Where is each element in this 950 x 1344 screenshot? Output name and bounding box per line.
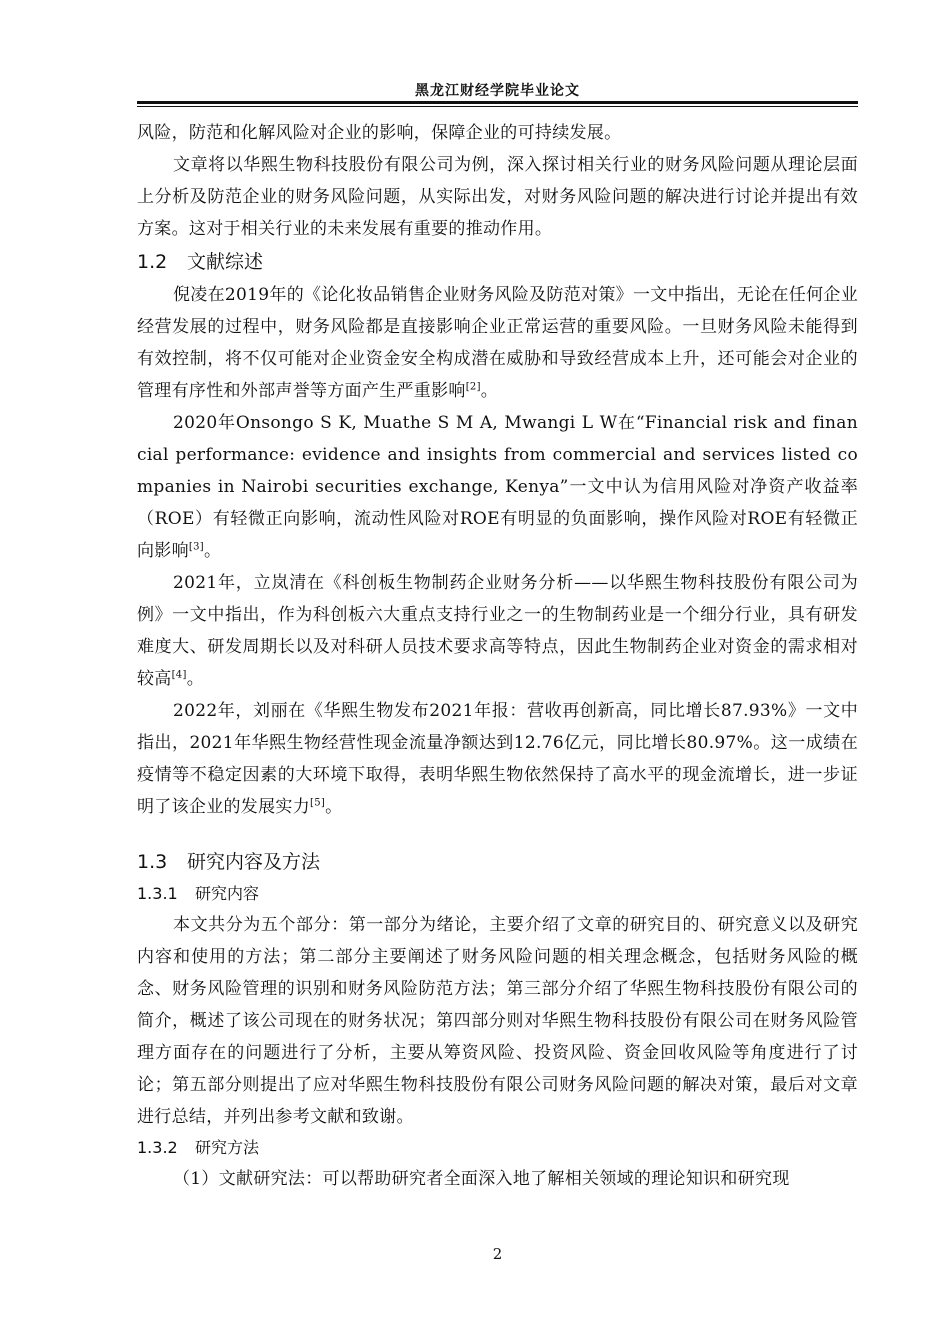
- paragraph-intro: 文章将以华熙生物科技股份有限公司为例，深入探讨相关行业的财务风险问题从理论层面上分析及防范企业的财务风险问题，从实际出发，对财务风险问题的解决进行讨论并提出有效方案。这对于相关行业的未来发展有重要的推动作用。: [137, 155, 858, 239]
- section-heading-1-3: [137, 845, 858, 879]
- paragraph-tail: 。: [186, 669, 204, 689]
- subsection-heading-1-3-1: [137, 879, 858, 909]
- section-heading-1-2: [137, 245, 858, 279]
- paragraph-text: 2020年Onsongo S K, Muathe S M A, Mwangi L W在“Financial risk and financial performance: evidence and insights from commercial and services listed companies in Nairobi securities exchange, Kenya”一文中认为信用风险对净资产收益率（ROE）有轻微正向影响，流动性风险对ROE有明显的负面影响，操作风险对ROE有轻微正向影响: [137, 413, 858, 561]
- literature-paragraph: [137, 695, 858, 823]
- citation-ref: [4]: [171, 669, 187, 681]
- literature-paragraph: [137, 407, 858, 567]
- citation-ref: [5]: [310, 797, 326, 809]
- page-number: 2: [492, 1245, 503, 1263]
- section-spacer: [137, 823, 858, 845]
- section-title: 研究内容及方法: [187, 851, 321, 873]
- paragraph-tail: 。: [325, 797, 343, 817]
- header-rule-thin: [137, 106, 858, 107]
- section-number: 1.2: [137, 251, 168, 273]
- running-header: 黑龙江财经学院毕业论文: [415, 83, 580, 99]
- literature-paragraph: [137, 279, 858, 407]
- subsection-heading-1-3-2: [137, 1133, 858, 1163]
- paragraph-text: 倪凌在2019年的《论化妆品销售企业财务风险及防范对策》一文中指出，无论在任何企业经营发展的过程中，财务风险都是直接影响企业正常运营的重要风险。一旦财务风险未能得到有效控制，将不仅可能对企业资金安全构成潜在威胁和导致经营成本上升，还可能会对企业的管理有序性和外部声誉等方面产生严重影响: [137, 285, 858, 401]
- paragraph-tail: 。: [480, 381, 499, 401]
- subsection-title: 研究方法: [195, 1138, 260, 1157]
- section-number: 1.3: [137, 851, 168, 873]
- page-body: [137, 117, 858, 1195]
- paragraph-text: 2021年，立岚清在《科创板生物制药企业财务分析——以华熙生物科技股份有限公司为例》一文中指出，作为科创板六大重点支持行业之一的生物制药业是一个细分行业，具有研发难度大、研发周期长以及对科研人员技术要求高等特点，因此生物制药企业对资金的需求相对较高: [137, 573, 858, 689]
- subsection-number: 1.3.2: [137, 1138, 178, 1157]
- subsection-title: 研究内容: [195, 884, 260, 903]
- paragraph-continued: 风险，防范和化解风险对企业的影响，保障企业的可持续发展。: [137, 123, 622, 143]
- subsection-number: 1.3.1: [137, 884, 178, 903]
- header-rule-thick: [137, 101, 858, 104]
- literature-paragraph: [137, 567, 858, 695]
- research-content-paragraph: 本文共分为五个部分：第一部分为绪论，主要介绍了文章的研究目的、研究意义以及研究内容和使用的方法；第二部分主要阐述了财务风险问题的相关理念概念，包括财务风险的概念、财务风险管理的识别和财务风险防范方法；第三部分介绍了华熙生物科技股份有限公司的简介，概述了该公司现在的财务状况；第四部分则对华熙生物科技股份有限公司在财务风险管理方面存在的问题进行了分析，主要从筹资风险、投资风险、资金回收风险等角度进行了讨论；第五部分则提出了应对华熙生物科技股份有限公司财务风险问题的解决对策，最后对文章进行总结，并列出参考文献和致谢。: [137, 915, 858, 1127]
- section-title: 文献综述: [187, 251, 264, 273]
- citation-ref: [3]: [188, 541, 204, 553]
- research-method-paragraph: （1）文献研究法：可以帮助研究者全面深入地了解相关领域的理论知识和研究现: [173, 1169, 790, 1189]
- paragraph-text: 2022年，刘丽在《华熙生物发布2021年报：营收再创新高，同比增长87.93%》一文中指出，2021年华熙生物经营性现金流量净额达到12.76亿元，同比增长80.97%。这一成绩在疫情等不稳定因素的大环境下取得，表明华熙生物依然保持了高水平的现金流增长，进一步证明了该企业的发展实力: [137, 701, 858, 817]
- paragraph-tail: 。: [203, 541, 222, 561]
- citation-ref: [2]: [465, 381, 481, 393]
